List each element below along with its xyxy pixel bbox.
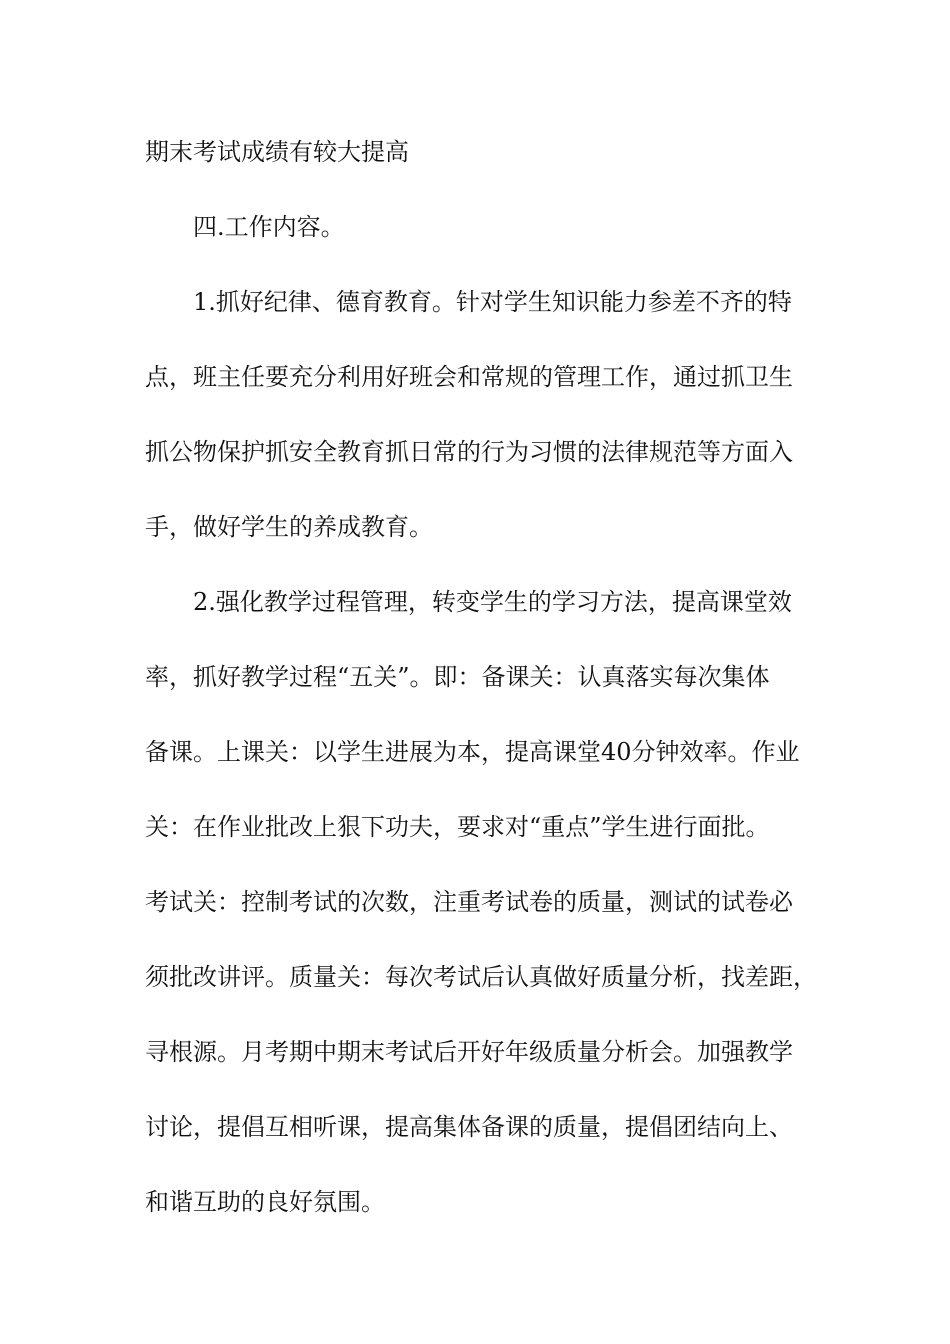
- text-line: 1.抓好纪律、德育教育。针对学生知识能力参差不齐的特: [193, 288, 792, 316]
- text-line: 期末考试成绩有较大提高: [145, 138, 409, 166]
- text-line: 须批改讲评。质量关：每次考试后认真做好质量分析，找差距，: [145, 963, 817, 991]
- text-line: 讨论，提倡互相听课，提高集体备课的质量，提倡团结向上、: [145, 1113, 793, 1141]
- text-line: 关：在作业批改上狠下功夫，要求对“重点”学生进行面批。: [145, 813, 770, 841]
- text-line: 手，做好学生的养成教育。: [145, 513, 433, 541]
- text-line: 点，班主任要充分利用好班会和常规的管理工作，通过抓卫生: [145, 363, 793, 391]
- text-line: 抓公物保护抓安全教育抓日常的行为习惯的法律规范等方面入: [145, 438, 793, 466]
- section-heading: 四.工作内容。: [193, 213, 345, 241]
- text-line: 率，抓好教学过程“五关”。即：备课关：认真落实每次集体: [145, 663, 770, 691]
- text-line: 考试关：控制考试的次数，注重考试卷的质量，测试的试卷必: [145, 888, 793, 916]
- text-line: 备课。上课关：以学生进展为本，提高课堂40分钟效率。作业: [145, 738, 800, 766]
- text-line: 寻根源。月考期中期末考试后开好年级质量分析会。加强教学: [145, 1038, 793, 1066]
- text-line: 2.强化教学过程管理，转变学生的学习方法，提高课堂效: [193, 588, 792, 616]
- text-line: 和谐互助的良好氛围。: [145, 1188, 385, 1216]
